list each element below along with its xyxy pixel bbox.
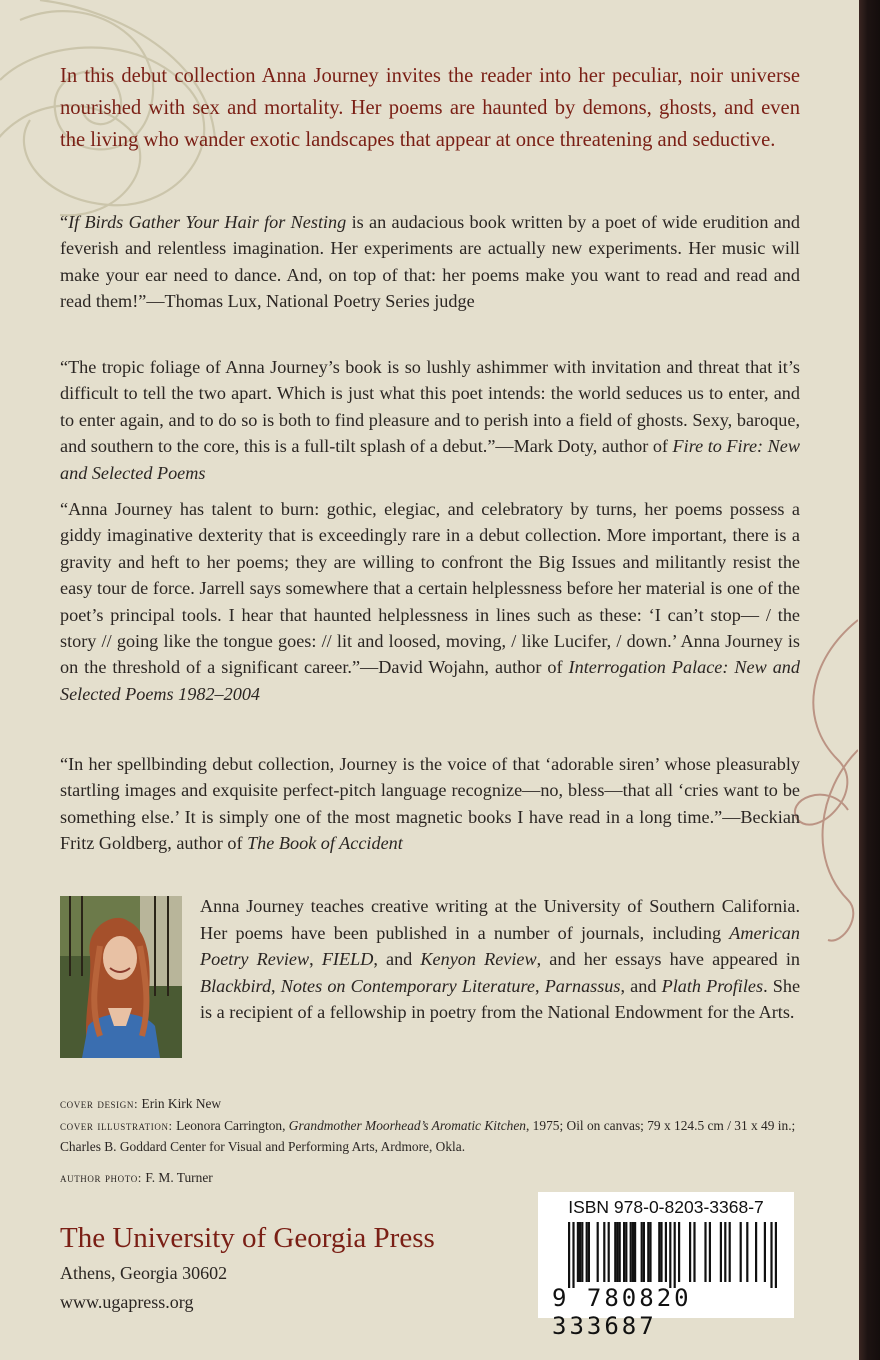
quote-text: “The tropic foliage of Anna Journey’s book is so lushly ashimmer with invitation and threat that it’s difficult to tell the two apart. Which is just what this poet intends: the world seduces us to enter, and to enter again, and to do so is both to find pleasure and to perish into a field of ghosts. Sexy, baroque, and southern to the core, this is a full-tilt splash of a debut.”—Mark Doty, author of <box>60 357 800 457</box>
author-photo-credit <box>60 1167 800 1188</box>
credit-value: Leonora Carrington, <box>172 1118 289 1133</box>
quote-text: is an audacious book written by a poet of wide erudition and feverish and relentless imagination. Her experiments are actually new experiments. Her music will make your ear need to dance. And, on top of that: her poems make you want to read and read and read them!”—Thomas Lux, National Poetry Series judge <box>60 212 800 312</box>
isbn-number: ISBN 978-0-8203-3368-7 <box>568 1197 764 1217</box>
barcode-bar <box>614 1222 616 1282</box>
review-quote <box>60 354 800 486</box>
barcode-guard-bar <box>568 1222 570 1288</box>
book-description: In this debut collection Anna Journey invites the reader into her peculiar, noir universe nourished with sex and mortality. Her poems are haunted by demons, ghosts, and even the living who wander exotic landscapes that appear at once threatening and seductive. <box>60 65 800 151</box>
barcode-bar <box>603 1222 605 1282</box>
barcode-bar <box>729 1222 731 1282</box>
quote-text: “In her spellbinding debut collection, Journey is the voice of that ‘adorable siren’ whose pleasurably startling images and exquisite perfect-pitch language recognize—no, bless—that all ‘cries want to be something else.’ It is simply one of the most magnetic books I have read in a long time.”—Beckian Fritz Goldberg, author of <box>60 754 800 854</box>
credit-label: cover design: <box>60 1096 139 1111</box>
barcode-bar <box>647 1222 649 1282</box>
cover-design-credit <box>60 1093 800 1114</box>
barcode-bar <box>693 1222 695 1282</box>
publisher-website: www.ugapress.org <box>60 1292 194 1312</box>
barcode-bar <box>649 1222 651 1282</box>
barcode-guard-bar <box>775 1222 777 1288</box>
barcode-bar <box>577 1222 579 1282</box>
publisher-address: Athens, Georgia 30602 <box>60 1263 228 1283</box>
author-photo <box>60 896 182 1058</box>
barcode-bar <box>630 1222 632 1282</box>
barcode-bar <box>678 1222 680 1282</box>
reviewer-book-title: Interrogation Palace: New and Selected Poems 1982–2004 <box>60 657 800 704</box>
credit-label: author photo: <box>60 1170 142 1185</box>
credit-label: cover illustration: <box>60 1118 173 1133</box>
barcode-label <box>538 1192 794 1340</box>
barcode-bar <box>588 1222 590 1282</box>
barcode-digits: 9 780820 333687 <box>552 1284 692 1340</box>
credit-details: , 1975; Oil on canvas; 79 x 124.5 cm / 31 x 49 in.; Charles B. Goddard Center for Visual and Performing Arts, Ardmore, Okla. <box>60 1118 796 1154</box>
reviewer-book-title: Fire to Fire: New and Selected Poems <box>60 436 800 483</box>
barcode-bar <box>665 1222 667 1282</box>
barcode-guard-bar <box>572 1222 574 1288</box>
cover-illustration-credit <box>60 1115 800 1157</box>
quote-mark: “ <box>60 212 69 232</box>
barcode-bar <box>623 1222 625 1282</box>
barcode-bar <box>597 1222 599 1282</box>
barcode-bar <box>641 1222 643 1282</box>
barcode-bar <box>658 1222 660 1282</box>
book-title: If Birds Gather Your Hair for Nesting <box>68 212 347 232</box>
quote-text: “Anna Journey has talent to burn: gothic, elegiac, and celebratory by turns, her poems possess a giddy imaginative dexterity that is exceedingly rare in a debut collection. More important, there is a gravity and heft to her poems; they are willing to confront the Big Issues and militantly resist the easy tour de force. Jarrell says somewhere that a certain helplessness before her material is one of the poet’s principal tools. I hear that haunted helplessness in lines such as these: ‘I can’t stop— / the story // going like the tongue goes: // lit and loosed, moving, / like Lucifer, / down.’ Anna Journey is on the threshold of a significant career.”—David Wojahn, author of <box>60 499 800 678</box>
reviewer-book-title: The Book of Accident <box>247 833 403 854</box>
artwork-title: Grandmother Moorhead’s Aromatic Kitchen <box>288 1118 526 1133</box>
barcode-guard-bar <box>674 1222 676 1288</box>
review-quote <box>60 209 800 315</box>
barcode-guard-bar <box>770 1222 772 1288</box>
barcode-bar <box>755 1222 757 1282</box>
barcode-bar <box>619 1222 621 1282</box>
barcode-bar <box>579 1222 581 1282</box>
barcode-bar <box>581 1222 583 1282</box>
barcode-bar <box>746 1222 748 1282</box>
barcode-bar <box>704 1222 706 1282</box>
barcode-bar <box>586 1222 588 1282</box>
barcode-bar <box>689 1222 691 1282</box>
barcode-bar <box>764 1222 766 1282</box>
review-quote <box>60 496 800 707</box>
barcode-bar <box>616 1222 618 1282</box>
barcode-bar <box>634 1222 636 1282</box>
publisher-name: The University of Georgia Press <box>60 1222 435 1254</box>
barcode-bar <box>740 1222 742 1282</box>
credit-value: F. M. Turner <box>142 1170 213 1185</box>
credit-value: Erin Kirk New <box>138 1096 222 1111</box>
barcode-bar <box>660 1222 662 1282</box>
review-quote <box>60 751 800 857</box>
barcode-bar <box>632 1222 634 1282</box>
barcode-bar <box>724 1222 726 1282</box>
barcode-bar <box>625 1222 627 1282</box>
barcode-bar <box>608 1222 610 1282</box>
author-bio: Anna Journey teaches creative writing at the University of Southern California. Her poems have been published in a number of journals, including American Poetry Review, FIELD, and Kenyon Review, and her essays have appeared in Blackbird, Notes on Contemporary Literature, Parnassus, and Plath Profiles. She is a recipient of a fellowship in poetry from the National Endowment for the Arts. <box>200 896 801 1022</box>
barcode-guard-bar <box>669 1222 671 1288</box>
barcode-bar <box>643 1222 645 1282</box>
spine-edge <box>859 0 880 1360</box>
barcode-bar <box>709 1222 711 1282</box>
barcode-bar <box>720 1222 722 1282</box>
